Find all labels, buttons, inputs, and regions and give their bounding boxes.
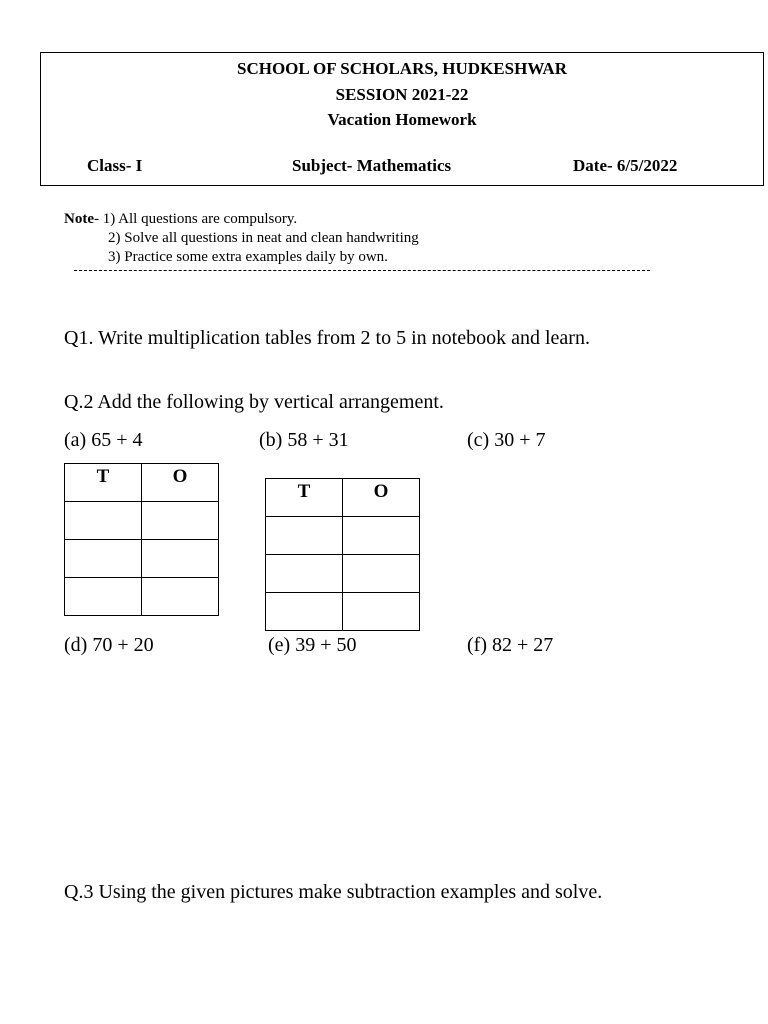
- grid-cell: [142, 578, 219, 616]
- subject-label: Subject- Mathematics: [292, 156, 452, 175]
- grid-cell: [266, 517, 343, 555]
- grid-header-row: [266, 479, 420, 517]
- note-section: [64, 210, 419, 267]
- grid-cell: [266, 555, 343, 593]
- grid-row: [266, 517, 420, 555]
- grid-row: [65, 578, 219, 616]
- ones-header: O: [142, 464, 219, 502]
- grid-row: [65, 502, 219, 540]
- grid-cell: [65, 540, 142, 578]
- grid-cell: [266, 593, 343, 631]
- problem-f: (f) 82 + 27: [467, 634, 554, 656]
- note-item-text: - 1) All questions are compulsory.: [94, 211, 298, 227]
- note-item-1: [64, 210, 419, 229]
- tens-header: T: [266, 479, 343, 517]
- school-name: SCHOOL OF SCHOLARS, HUDKESHWAR: [237, 59, 567, 78]
- grid-cell: [142, 540, 219, 578]
- problem-b: (b) 58 + 31: [259, 429, 349, 451]
- note-label: Note: [64, 211, 94, 227]
- note-item-3: 3) Practice some extra examples daily by own.: [108, 249, 388, 265]
- date-label: Date- 6/5/2022: [573, 156, 678, 175]
- grid-row: [65, 540, 219, 578]
- question-1: Q1. Write multiplication tables from 2 to 5 in notebook and learn.: [64, 327, 590, 349]
- dashed-divider: [74, 270, 650, 271]
- grid-cell: [343, 517, 420, 555]
- class-label: Class- I: [87, 156, 143, 175]
- answer-grid-b: [265, 478, 420, 631]
- grid-cell: [65, 578, 142, 616]
- grid-row: [266, 593, 420, 631]
- grid-cell: [343, 593, 420, 631]
- ones-header: O: [343, 479, 420, 517]
- document-title: Vacation Homework: [327, 110, 477, 129]
- answer-grid-a: [64, 463, 219, 616]
- problem-d: (d) 70 + 20: [64, 634, 154, 656]
- grid-cell: [65, 502, 142, 540]
- grid-cell: [343, 555, 420, 593]
- note-item-2: 2) Solve all questions in neat and clean handwriting: [108, 230, 419, 246]
- question-2: Q.2 Add the following by vertical arrangement.: [64, 391, 444, 413]
- tens-header: T: [65, 464, 142, 502]
- grid-row: [266, 555, 420, 593]
- grid-cell: [142, 502, 219, 540]
- session-label: SESSION 2021-22: [335, 85, 469, 104]
- problem-e: (e) 39 + 50: [268, 634, 357, 656]
- grid-header-row: [65, 464, 219, 502]
- problem-c: (c) 30 + 7: [467, 429, 546, 451]
- question-3: Q.3 Using the given pictures make subtraction examples and solve.: [64, 881, 603, 903]
- problem-a: (a) 65 + 4: [64, 429, 143, 451]
- header-box: [40, 52, 764, 186]
